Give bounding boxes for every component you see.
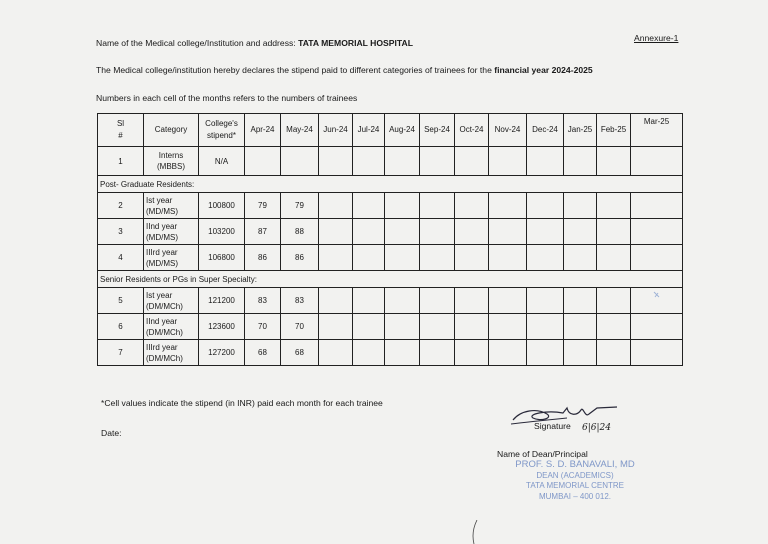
table-header-row [98, 114, 683, 147]
cell-empty [319, 288, 353, 314]
header-month: Feb-25 [597, 114, 631, 147]
date-label: Date: [101, 428, 122, 438]
section-row-ss [98, 271, 683, 288]
category-top: IInd year [146, 221, 178, 231]
category-bottom: (DM/MCh) [146, 301, 183, 311]
cell-sl: 1 [98, 147, 144, 176]
cell-apr: 79 [245, 193, 281, 219]
table-row-pg-2 [98, 219, 683, 245]
cell-empty [385, 193, 420, 219]
cell-empty [564, 245, 597, 271]
cell-empty [353, 288, 385, 314]
cell-stipend: 127200 [199, 340, 245, 366]
category-bottom: (DM/MCh) [146, 353, 183, 363]
cell-empty [353, 219, 385, 245]
cell-empty [319, 219, 353, 245]
header-month: Dec-24 [527, 114, 564, 147]
cell-empty [455, 314, 489, 340]
cell-empty [527, 147, 564, 176]
header-month: Jun-24 [319, 114, 353, 147]
cell-empty [527, 193, 564, 219]
header-stipend-top: College's [205, 119, 238, 128]
cell-category [144, 245, 199, 271]
header-sl [98, 114, 144, 147]
cell-empty [564, 147, 597, 176]
cell-stipend: 121200 [199, 288, 245, 314]
header-stipend-bottom: stipend* [207, 131, 236, 140]
table-row-pg-3 [98, 245, 683, 271]
cell-empty [385, 219, 420, 245]
cell-sl: 2 [98, 193, 144, 219]
cell-empty [597, 340, 631, 366]
category-bottom: (MBBS) [157, 162, 185, 171]
header-month: Jul-24 [353, 114, 385, 147]
category-top: Interns [158, 151, 184, 160]
cell-empty [489, 245, 527, 271]
cell-apr: 86 [245, 245, 281, 271]
financial-year: financial year 2024-2025 [494, 65, 593, 75]
cell-empty [564, 219, 597, 245]
cell-empty [353, 193, 385, 219]
cell-empty [564, 340, 597, 366]
header-month: Aug-24 [385, 114, 420, 147]
signature-date: 6|6|24 [582, 423, 611, 433]
category-top: Ist year [146, 290, 173, 300]
cell-empty [420, 219, 455, 245]
cell-empty [597, 314, 631, 340]
cell-category [144, 340, 199, 366]
cell-may: 86 [281, 245, 319, 271]
cell-empty [631, 219, 683, 245]
category-bottom: (MD/MS) [146, 232, 178, 242]
cell-apr: 70 [245, 314, 281, 340]
category-bottom: (DM/MCh) [146, 327, 183, 337]
table-row-ss-1 [98, 288, 683, 314]
cell-empty [489, 340, 527, 366]
cell-empty [527, 288, 564, 314]
dean-label: Name of Dean/Principal [497, 449, 588, 459]
numbers-note: Numbers in each cell of the months refers to the numbers of trainees [96, 93, 358, 103]
cell-empty [353, 340, 385, 366]
category-top: Ist year [146, 195, 173, 205]
cell-empty [597, 193, 631, 219]
section-heading-pg: Post- Graduate Residents: [98, 176, 683, 193]
category-bottom: (MD/MS) [146, 258, 178, 268]
header-sl-top: Sl [116, 119, 125, 128]
cell-empty [597, 288, 631, 314]
cell-empty [353, 314, 385, 340]
cell-sl: 5 [98, 288, 144, 314]
cell-empty [631, 314, 683, 340]
cell-apr: 83 [245, 288, 281, 314]
cell-empty [385, 245, 420, 271]
cell-empty [420, 340, 455, 366]
cell-empty [455, 219, 489, 245]
cell-empty [385, 314, 420, 340]
header-month: Oct-24 [455, 114, 489, 147]
cell-empty [564, 193, 597, 219]
cell-empty [597, 147, 631, 176]
cell-sl: 3 [98, 219, 144, 245]
cell-empty [281, 147, 319, 176]
cell-may: 79 [281, 193, 319, 219]
cell-stipend: 123600 [199, 314, 245, 340]
header-stipend [199, 114, 245, 147]
cell-empty [455, 147, 489, 176]
stamp-line-1: PROF. S. D. BANAVALI, MD [515, 459, 635, 470]
cell-apr: 87 [245, 219, 281, 245]
cell-sl: 7 [98, 340, 144, 366]
cell-sl: 4 [98, 245, 144, 271]
header-month: Jan-25 [564, 114, 597, 147]
cell-stipend: 100800 [199, 193, 245, 219]
category-top: IIIrd year [146, 247, 178, 257]
pen-stroke-mark [470, 520, 480, 544]
cell-sl: 6 [98, 314, 144, 340]
cell-empty [455, 245, 489, 271]
header-sl-bottom: # [118, 131, 123, 140]
header-month: Nov-24 [489, 114, 527, 147]
cell-empty [489, 193, 527, 219]
table-row-ss-2 [98, 314, 683, 340]
cell-category [144, 314, 199, 340]
cell-empty [385, 147, 420, 176]
cell-may: 83 [281, 288, 319, 314]
cell-empty [527, 340, 564, 366]
category-top: IInd year [146, 316, 178, 326]
cell-empty [597, 245, 631, 271]
cell-empty [455, 193, 489, 219]
dean-stamp [505, 460, 645, 502]
cell-apr: 68 [245, 340, 281, 366]
cell-empty [631, 245, 683, 271]
cell-empty [455, 288, 489, 314]
header-month: Sep-24 [420, 114, 455, 147]
cell-empty [527, 314, 564, 340]
table-row-interns [98, 147, 683, 176]
institution-name: TATA MEMORIAL HOSPITAL [298, 38, 413, 48]
cell-category [144, 193, 199, 219]
table-row-pg-1 [98, 193, 683, 219]
declaration-line [96, 65, 593, 75]
cell-empty [489, 288, 527, 314]
annexure-label: Annexure-1 [634, 33, 679, 43]
footnote: *Cell values indicate the stipend (in INR) paid each month for each trainee [101, 398, 383, 408]
cell-empty [420, 245, 455, 271]
cell-empty [527, 245, 564, 271]
signature-label: Signature [534, 421, 571, 431]
institution-line [96, 38, 413, 48]
category-top: IIIrd year [146, 342, 178, 352]
header-month: Mar-25 [631, 114, 683, 147]
stamp-line-4: MUMBAI – 400 012. [538, 491, 612, 501]
institution-line-prefix: Name of the Medical college/Institution and address: [96, 38, 299, 48]
cell-empty [631, 193, 683, 219]
cell-empty [631, 340, 683, 366]
cell-empty [319, 314, 353, 340]
cell-empty [527, 219, 564, 245]
cell-empty [564, 288, 597, 314]
header-month: Apr-24 [245, 114, 281, 147]
cell-empty [245, 147, 281, 176]
cell-empty [420, 288, 455, 314]
cell-empty [631, 147, 683, 176]
cell-empty [420, 314, 455, 340]
cell-empty [353, 245, 385, 271]
cell-empty [489, 147, 527, 176]
cell-empty [385, 340, 420, 366]
cell-empty [319, 340, 353, 366]
cell-empty [385, 288, 420, 314]
cell-stipend: N/A [199, 147, 245, 176]
stipend-table [97, 113, 683, 366]
cell-empty [489, 219, 527, 245]
section-heading-ss: Senior Residents or PGs in Super Specialty: [98, 271, 683, 288]
cell-empty [319, 193, 353, 219]
table-row-ss-3 [98, 340, 683, 366]
cell-empty [420, 193, 455, 219]
header-month: May-24 [281, 114, 319, 147]
cell-category [144, 219, 199, 245]
section-row-pg [98, 176, 683, 193]
cell-may: 88 [281, 219, 319, 245]
declaration-prefix: The Medical college/institution hereby declares the stipend paid to different categories of trainees for the [96, 65, 495, 75]
header-category: Category [144, 114, 199, 147]
cell-stipend: 106800 [199, 245, 245, 271]
cell-category [144, 288, 199, 314]
ink-speck [652, 290, 662, 300]
cell-empty [420, 147, 455, 176]
cell-empty [353, 147, 385, 176]
cell-stipend: 103200 [199, 219, 245, 245]
cell-empty [319, 147, 353, 176]
stamp-line-2: DEAN (ACADEMICS) [536, 470, 614, 480]
cell-may: 68 [281, 340, 319, 366]
cell-may: 70 [281, 314, 319, 340]
stamp-line-3: TATA MEMORIAL CENTRE [526, 481, 624, 490]
cell-empty [455, 340, 489, 366]
cell-category [144, 147, 199, 176]
category-bottom: (MD/MS) [146, 206, 178, 216]
cell-empty [489, 314, 527, 340]
cell-empty [564, 314, 597, 340]
cell-empty [597, 219, 631, 245]
cell-empty [319, 245, 353, 271]
